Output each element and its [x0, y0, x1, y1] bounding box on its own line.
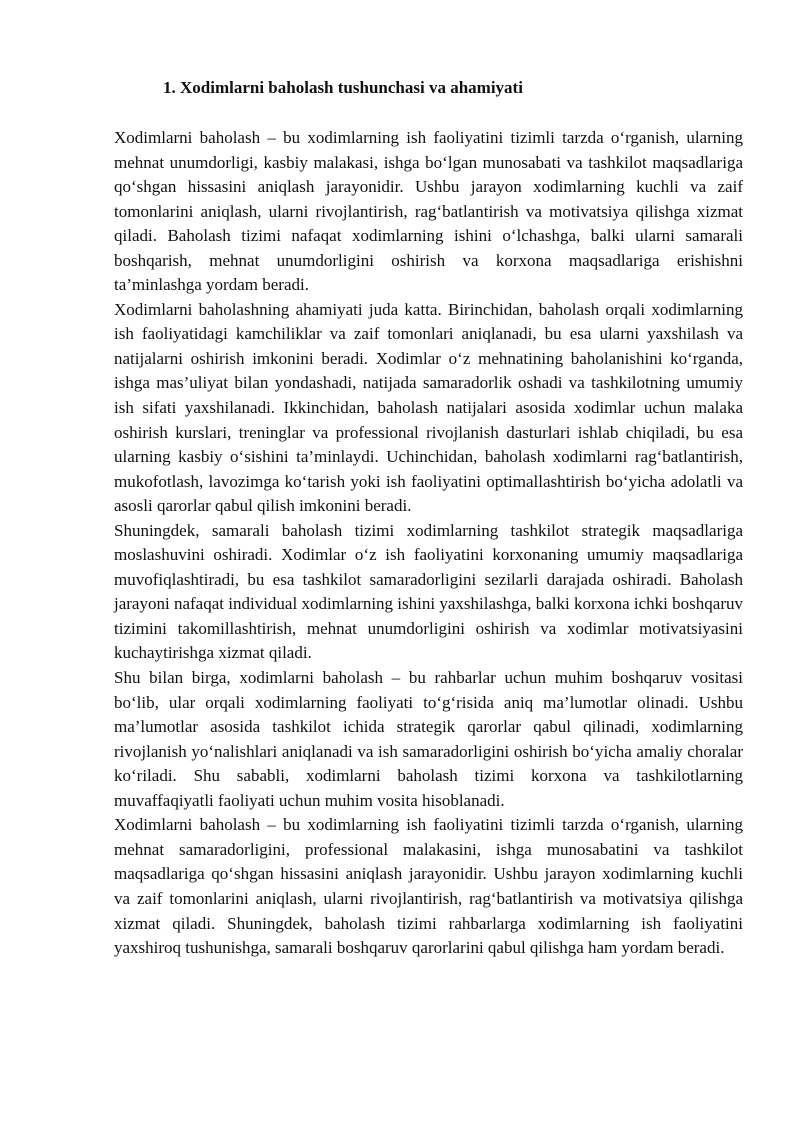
section-heading: 1. Xodimlarni baholash tushunchasi va ahamiyati: [163, 78, 523, 97]
paragraph-summary: Xodimlarni baholash – bu xodimlarning ish faoliyatini tizimli tarzda o‘rganish, ularning mehnat samaradorligini, professional malakasini, ishga munosabatini va tashkilot maqsadlariga qo‘shgan hissasini aniqlash jarayonidir. Ushbu jarayon xodimlarning kuchli va zaif tomonlarini aniqlash, ularni rivojlantirish, rag‘batlantirish va motivatsiya qilishga xizmat qiladi. Shuningdek, baholash tizimi rahbarlarga xodimlarning ish faoliyatini yaxshiroq tushunishga, samarali boshqaruv qarorlarini qabul qilishga ham yordam beradi.: [114, 815, 743, 958]
paragraph-definition: Xodimlarni baholash – bu xodimlarning ish faoliyatini tizimli tarzda o‘rganish, ularning mehnat unumdorligi, kasbiy malakasi, ishga bo‘lgan munosabati va tashkilot maqsadlariga qo‘shgan hissasini aniqlash jarayonidir. Ushbu jarayon xodimlarning kuchli va zaif tomonlarini aniqlash, ularni rivojlantirish, rag‘batlantirish va motivatsiya qilishga xizmat qiladi. Baholash tizimi nafaqat xodimlarning ishini o‘lchashga, balki ularni samarali boshqarish, mehnat unumdorligini oshirish va korxona maqsadlariga erishishni ta’minlashga yordam beradi.: [114, 128, 743, 295]
paragraph-importance: Xodimlarni baholashning ahamiyati juda katta. Birinchidan, baholash orqali xodimlarning ish faoliyatidagi kamchiliklar va zaif tomonlari aniqlanadi, bu esa ularni yaxshilash va natijalarni oshirish imkonini beradi. Xodimlar o‘z mehnatining baholanishini ko‘rganda, ishga mas’uliyat bilan yondashadi, natijada samaradorlik oshadi va tashkilotning umumiy ish sifati yaxshilanadi. Ikkinchidan, baholash natijalari asosida xodimlar uchun malaka oshirish kurslari, treninglar va professional rivojlanish dasturlari ishlab chiqiladi, bu esa ularning kasbiy o‘sishini ta’minlaydi. Uchinchidan, baholash xodimlarni rag‘batlantirish, mukofotlash, lavozimga ko‘tarish yoki ish faoliyatini optimallashtirish bo‘yicha adolatli va asosli qarorlar qabul qilish imkonini beradi.: [114, 299, 743, 516]
paragraph-management-tool: Shu bilan birga, xodimlarni baholash – bu rahbarlar uchun muhim boshqaruv vositasi bo‘lib, ular orqali xodimlarning faoliyati to‘g‘risida aniq ma’lumotlar olinadi. Ushbu ma’lumotlar asosida tashkilot ichida strategik qarorlar qabul qilinadi, xodimlarning rivojlanish yo‘nalishlari aniqlanadi va ish samaradorligini oshirish bo‘yicha amaliy choralar ko‘riladi. Shu sababli, xodimlarni baholash tizimi korxona va tashkilotlarning muvaffaqiyatli faoliyati uchun muhim vosita hisoblanadi.: [114, 668, 743, 810]
paragraph-strategic-alignment: Shuningdek, samarali baholash tizimi xodimlarning tashkilot strategik maqsadlariga moslashuvini oshiradi. Xodimlar o‘z ish faoliyatini korxonaning umumiy maqsadlariga muvofiqlashtiradi, bu esa tashkilot samaradorligini sezilarli darajada oshiradi. Baholash jarayoni nafaqat individual xodimlarning ishini yaxshilashga, balki korxona ichki boshqaruv tizimini takomillashtirish, mehnat unumdorligini oshirish va xodimlar motivatsiyasini kuchaytirishga xizmat qiladi.: [114, 520, 743, 663]
document-body: [114, 126, 743, 961]
